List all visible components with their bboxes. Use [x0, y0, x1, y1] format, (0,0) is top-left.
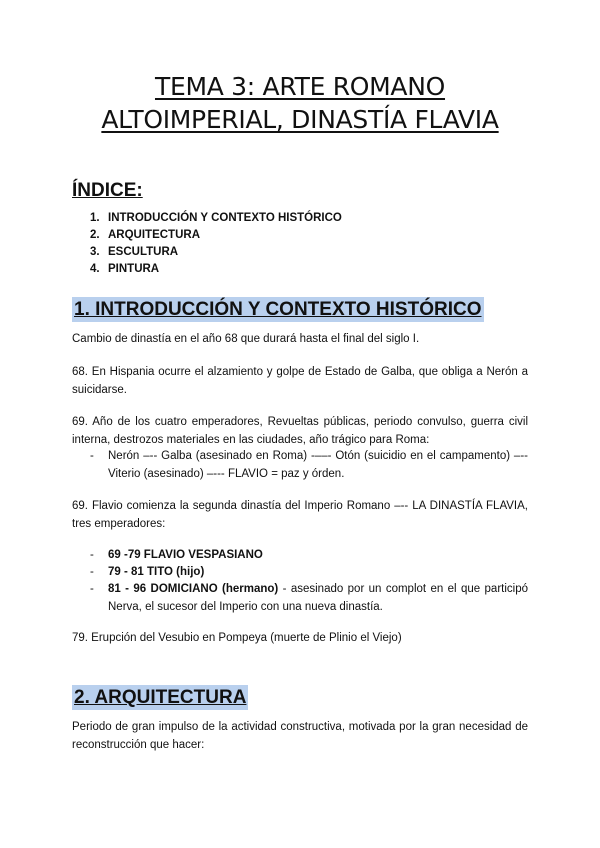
emperor-name: 69 -79 FLAVIO VESPASIANO: [108, 549, 263, 561]
index-item-number: 4.: [90, 263, 100, 275]
section-2-paragraph-1: Periodo de gran impulso de la actividad constructiva, motivada por la gran necesidad de reconstrucción que hacer:: [72, 721, 528, 751]
emperor-item: [90, 564, 528, 582]
section-1-paragraph-3: 69. Año de los cuatro emperadores, Revueltas públicas, periodo convulso, guerra civil interna, destrozos materiales en las ciudades, año trágico para Roma:: [72, 416, 528, 446]
bullet-dash: -: [90, 583, 94, 595]
index-item: [90, 227, 342, 244]
section-2-heading: 2. ARQUITECTURA: [74, 687, 247, 708]
section-1-paragraph-2: 68. En Hispania ocurre el alzamiento y golpe de Estado de Galba, que obliga a Nerón a suicidarse.: [72, 366, 528, 396]
index-list: [90, 210, 342, 278]
bullet-dash: -: [90, 566, 94, 578]
document-title: [0, 70, 600, 136]
section-1-paragraph-5: 79. Erupción del Vesubio en Pompeya (muerte de Plinio el Viejo): [72, 632, 402, 644]
emperor-name: 81 - 96 DOMICIANO (hermano): [108, 583, 279, 595]
emperor-description: - asesinado por un complot en el que participó Nerva, el sucesor del Imperio con una nueva dinastía.: [108, 583, 529, 613]
index-item-number: 1.: [90, 212, 100, 224]
title-line-2: ALTOIMPERIAL, DINASTÍA FLAVIA: [101, 105, 499, 134]
bullet-dash: -: [90, 450, 94, 462]
index-item-number: 3.: [90, 246, 100, 258]
emperor-name: 79 - 81 TITO (hijo): [108, 566, 205, 578]
index-item-label: PINTURA: [108, 263, 160, 275]
index-item: [90, 244, 342, 261]
succession-text: Nerón –-- Galba (asesinado en Roma) -––- Otón (suicidio en el campamento) –-- Viterio (asesinado) –--- FLAVIO = paz y órden.: [108, 450, 528, 480]
section-1-heading: 1. INTRODUCCIÓN Y CONTEXTO HISTÓRICO: [74, 299, 482, 320]
section-1-paragraph-4: 69. Flavio comienza la segunda dinastía del Imperio Romano –-- LA DINASTÍA FLAVIA, tres emperadores:: [72, 500, 528, 530]
index-item-label: ESCULTURA: [108, 246, 179, 258]
emperor-item: [90, 581, 528, 616]
title-line-1: TEMA 3: ARTE ROMANO: [154, 72, 446, 101]
index-heading: ÍNDICE:: [72, 180, 143, 201]
emperor-item: [90, 547, 528, 565]
index-item-number: 2.: [90, 229, 100, 241]
succession-bullet: [90, 448, 528, 483]
index-item: [90, 261, 342, 278]
index-item: [90, 210, 342, 227]
index-item-label: INTRODUCCIÓN Y CONTEXTO HISTÓRICO: [108, 212, 342, 224]
bullet-dash: -: [90, 549, 94, 561]
index-item-label: ARQUITECTURA: [108, 229, 200, 241]
section-1-paragraph-1: Cambio de dinastía en el año 68 que durará hasta el final del siglo I.: [72, 333, 420, 345]
